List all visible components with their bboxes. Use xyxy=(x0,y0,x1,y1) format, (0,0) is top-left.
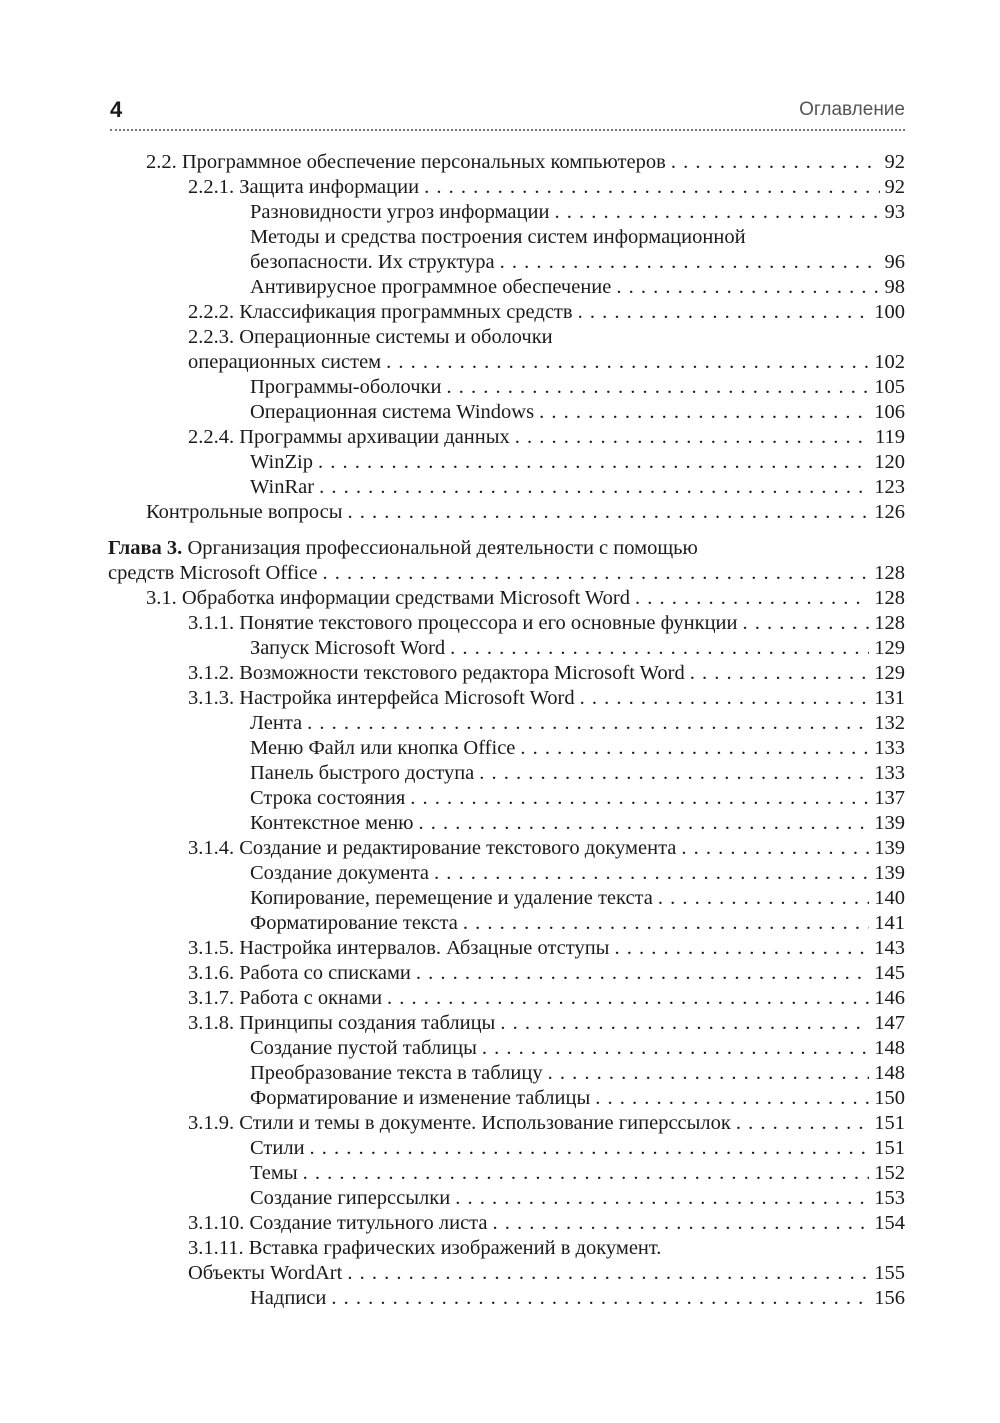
toc-entry xyxy=(108,811,905,836)
toc-entry-page: 128 xyxy=(874,612,905,634)
toc-entry-page: 148 xyxy=(874,1062,905,1084)
dot-leader xyxy=(614,936,869,961)
toc-entry-title: 3.1.1. Понятие текстового процессора и его основные функции xyxy=(188,612,738,634)
toc-entry-title: Запуск Microsoft Word xyxy=(250,637,446,659)
toc-entry xyxy=(108,325,905,375)
toc-entry-page: 120 xyxy=(874,451,905,473)
toc-entry xyxy=(108,1061,905,1086)
toc-entry-page: 143 xyxy=(874,937,905,959)
toc-entry-title: Контекстное меню xyxy=(250,812,414,834)
toc-entry-title-line1: Организация профессиональной деятельности с помощью xyxy=(187,537,698,559)
toc-entry-title: WinZip xyxy=(250,451,313,473)
toc-entry-page: 102 xyxy=(874,351,905,373)
toc-entry-title: 3.1.10. Создание титульного листа xyxy=(188,1212,488,1234)
toc-entry-title: Копирование, перемещение и удаление текста xyxy=(250,887,653,909)
dot-leader xyxy=(635,586,869,611)
dot-leader xyxy=(658,886,869,911)
dot-leader xyxy=(515,425,870,450)
toc-entry-title: 3.1.7. Работа с окнами xyxy=(188,987,383,1009)
toc-entry-title: Создание гиперссылки xyxy=(250,1187,451,1209)
chapter-label: Глава 3. xyxy=(108,537,183,559)
toc-entry-title: Операционная система Windows xyxy=(250,401,535,423)
toc-entry xyxy=(108,886,905,911)
dot-leader xyxy=(424,175,879,200)
toc-entry xyxy=(108,1211,905,1236)
dot-leader xyxy=(419,811,870,836)
toc-entry xyxy=(108,500,905,525)
toc-entry xyxy=(108,175,905,200)
toc-entry-title: Темы xyxy=(250,1162,298,1184)
toc-entry-title-line1: 2.2.3. Операционные системы и оболочки xyxy=(188,326,553,348)
toc-entry-page: 100 xyxy=(874,301,905,323)
toc-entry-page: 140 xyxy=(874,887,905,909)
toc-entry-title-line2: Объекты WordArt xyxy=(188,1262,343,1284)
dot-leader xyxy=(690,661,870,686)
toc-entry-title-line2: операционных систем xyxy=(188,351,382,373)
dot-leader xyxy=(387,986,869,1011)
toc-entry-title: 3.1.3. Настройка интерфейса Microsoft Word xyxy=(188,687,575,709)
toc-entry xyxy=(108,475,905,500)
toc-entry-page: 128 xyxy=(874,562,905,584)
toc-entry-title: 3.1.2. Возможности текстового редактора Microsoft Word xyxy=(188,662,685,684)
toc-entry-page: 139 xyxy=(874,837,905,859)
toc-entry-title: Создание пустой таблицы xyxy=(250,1037,477,1059)
dot-leader xyxy=(310,1136,870,1161)
dot-leader xyxy=(743,611,870,636)
toc-entry-title: Разновидности угроз информации xyxy=(250,201,550,223)
toc-entry-title-line1: Методы и средства построения систем информационной xyxy=(250,226,746,248)
toc-entry-page: 156 xyxy=(874,1287,905,1309)
dot-leader xyxy=(386,350,869,375)
toc-entry xyxy=(108,986,905,1011)
dot-leader xyxy=(318,450,869,475)
toc-entry-page: 150 xyxy=(874,1087,905,1109)
toc-entry-title: Надписи xyxy=(250,1287,327,1309)
toc-entry-page: 147 xyxy=(874,1012,905,1034)
toc-entry-page: 106 xyxy=(874,401,905,423)
table-of-contents xyxy=(108,150,905,1311)
toc-entry xyxy=(108,1036,905,1061)
toc-entry xyxy=(108,911,905,936)
toc-entry-title: Панель быстрого доступа xyxy=(250,762,475,784)
toc-entry-title: Лента xyxy=(250,712,303,734)
dot-leader xyxy=(446,375,869,400)
toc-entry xyxy=(108,1161,905,1186)
toc-entry-title: Стили xyxy=(250,1137,305,1159)
toc-entry-page: 137 xyxy=(874,787,905,809)
toc-entry xyxy=(108,936,905,961)
toc-entry xyxy=(108,1111,905,1136)
toc-entry-title: 3.1.6. Работа со списками xyxy=(188,962,411,984)
toc-entry-title: Создание документа xyxy=(250,862,430,884)
toc-entry-title: 3.1.5. Настройка интервалов. Абзацные отступы xyxy=(188,937,610,959)
toc-entry-page: 93 xyxy=(884,201,905,223)
toc-entry xyxy=(108,636,905,661)
dot-leader xyxy=(434,861,869,886)
dot-leader xyxy=(500,1011,869,1036)
dot-leader xyxy=(331,1286,869,1311)
toc-entry-title: 2.2.2. Классификация программных средств xyxy=(188,301,573,323)
toc-entry-title: 2.2.4. Программы архивации данных xyxy=(188,426,510,448)
toc-entry-page: 133 xyxy=(874,762,905,784)
dot-leader xyxy=(347,1261,869,1286)
toc-entry xyxy=(108,961,905,986)
dot-leader xyxy=(736,1111,869,1136)
toc-entry-page: 152 xyxy=(874,1162,905,1184)
toc-entry-page: 151 xyxy=(874,1112,905,1134)
toc-entry-title: Форматирование текста xyxy=(250,912,458,934)
toc-entry xyxy=(108,1186,905,1211)
dot-leader xyxy=(416,961,869,986)
toc-entry-page: 92 xyxy=(884,151,905,173)
toc-entry xyxy=(108,836,905,861)
toc-entry xyxy=(108,1136,905,1161)
dot-leader xyxy=(671,150,880,175)
toc-entry-page: 154 xyxy=(874,1212,905,1234)
toc-entry xyxy=(108,425,905,450)
toc-entry xyxy=(108,1011,905,1036)
toc-entry xyxy=(108,786,905,811)
toc-entry-title: 2.2.1. Защита информации xyxy=(188,176,420,198)
toc-entry-page: 132 xyxy=(874,712,905,734)
dot-leader xyxy=(450,636,869,661)
toc-entry-page: 105 xyxy=(874,376,905,398)
toc-entry-title: 3.1. Обработка информации средствами Microsoft Word xyxy=(146,587,630,609)
toc-entry xyxy=(108,611,905,636)
page-number: 4 xyxy=(110,97,123,122)
toc-entry xyxy=(108,1236,905,1286)
toc-entry-page: 153 xyxy=(874,1187,905,1209)
toc-entry-page: 98 xyxy=(884,276,905,298)
dot-leader xyxy=(554,200,879,225)
dot-leader xyxy=(303,1161,870,1186)
toc-entry-title-line2: безопасности. Их структура xyxy=(250,251,495,273)
toc-entry xyxy=(108,861,905,886)
toc-entry-title: Строка состояния xyxy=(250,787,406,809)
dot-leader xyxy=(681,836,869,861)
toc-entry-page: 131 xyxy=(874,687,905,709)
toc-entry-page: 146 xyxy=(874,987,905,1009)
toc-entry xyxy=(108,450,905,475)
toc-entry xyxy=(108,711,905,736)
toc-entry-page: 145 xyxy=(874,962,905,984)
dot-leader xyxy=(463,911,869,936)
toc-entry-title-line1: 3.1.11. Вставка графических изображений в документ. xyxy=(188,1237,662,1259)
dot-leader xyxy=(595,1086,869,1111)
dot-leader xyxy=(322,561,869,586)
toc-entry-title: 3.1.9. Стили и темы в документе. Использование гиперссылок xyxy=(188,1112,731,1134)
dot-leader xyxy=(455,1186,869,1211)
toc-entry-page: 151 xyxy=(874,1137,905,1159)
toc-entry xyxy=(108,375,905,400)
toc-entry-title: Контрольные вопросы xyxy=(146,501,343,523)
dot-leader xyxy=(500,250,880,275)
toc-entry-title: Антивирусное программное обеспечение xyxy=(250,276,612,298)
toc-entry xyxy=(108,200,905,225)
dot-leader xyxy=(307,711,869,736)
toc-entry-title-line2: средств Microsoft Office xyxy=(108,562,318,584)
toc-entry-page: 126 xyxy=(874,501,905,523)
toc-entry xyxy=(108,300,905,325)
dot-leader xyxy=(539,400,869,425)
page-header xyxy=(110,95,905,131)
toc-entry xyxy=(108,275,905,300)
toc-entry-page: 148 xyxy=(874,1037,905,1059)
dot-leader xyxy=(348,500,870,525)
dot-leader xyxy=(479,761,869,786)
toc-entry-title: 2.2. Программное обеспечение персональных компьютеров xyxy=(146,151,666,173)
toc-entry xyxy=(108,686,905,711)
toc-entry-page: 96 xyxy=(884,251,905,273)
dot-leader xyxy=(578,300,870,325)
toc-entry xyxy=(108,761,905,786)
toc-entry xyxy=(108,661,905,686)
dot-leader xyxy=(319,475,869,500)
toc-entry-title: Программы-оболочки xyxy=(250,376,442,398)
toc-entry xyxy=(108,586,905,611)
toc-entry xyxy=(108,1286,905,1311)
toc-entry-page: 92 xyxy=(884,176,905,198)
dot-leader xyxy=(520,736,869,761)
toc-entry-page: 129 xyxy=(874,662,905,684)
dot-leader xyxy=(410,786,869,811)
toc-entry-title: Форматирование и изменение таблицы xyxy=(250,1087,591,1109)
running-title: Оглавление xyxy=(799,99,905,120)
toc-entry-title: WinRar xyxy=(250,476,315,498)
dot-leader xyxy=(580,686,870,711)
toc-entry-title: Меню Файл или кнопка Office xyxy=(250,737,516,759)
dot-leader xyxy=(548,1061,870,1086)
toc-chapter-entry xyxy=(108,536,905,586)
toc-entry-page: 139 xyxy=(874,862,905,884)
toc-entry xyxy=(108,400,905,425)
toc-entry xyxy=(108,225,905,275)
dot-leader xyxy=(482,1036,869,1061)
dot-leader xyxy=(616,275,879,300)
toc-entry-page: 133 xyxy=(874,737,905,759)
toc-entry-title: Преобразование текста в таблицу xyxy=(250,1062,543,1084)
toc-entry-page: 129 xyxy=(874,637,905,659)
toc-entry-page: 128 xyxy=(874,587,905,609)
toc-entry xyxy=(108,1086,905,1111)
toc-entry-page: 119 xyxy=(875,426,905,448)
toc-entry-page: 155 xyxy=(874,1262,905,1284)
dot-leader xyxy=(493,1211,870,1236)
toc-entry-title: 3.1.4. Создание и редактирование текстового документа xyxy=(188,837,677,859)
toc-entry-page: 141 xyxy=(874,912,905,934)
toc-entry xyxy=(108,736,905,761)
toc-entry xyxy=(108,150,905,175)
toc-entry-page: 123 xyxy=(874,476,905,498)
toc-entry-title: 3.1.8. Принципы создания таблицы xyxy=(188,1012,496,1034)
toc-entry-page: 139 xyxy=(874,812,905,834)
